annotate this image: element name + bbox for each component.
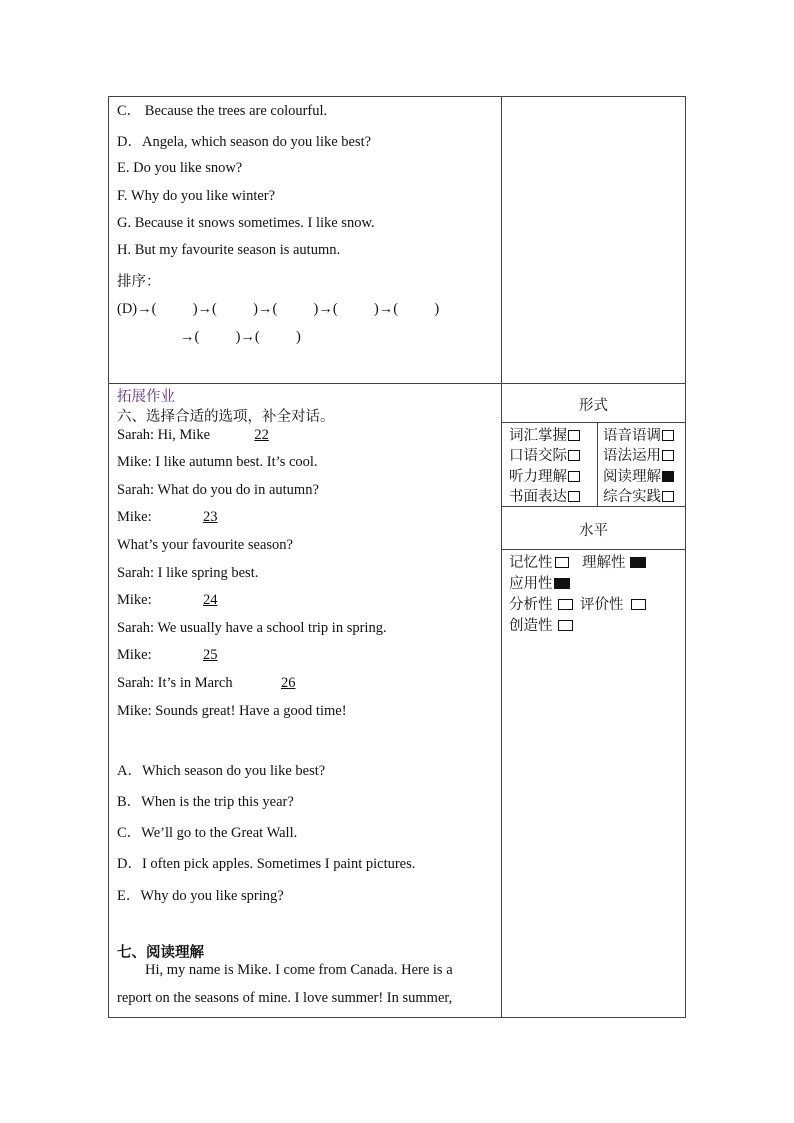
choice-c: C．We’ll go to the Great Wall. [117,825,298,841]
dialogue-line: What’s your favourite season? [117,537,293,553]
answer-blank-22[interactable]: 22 [254,427,269,443]
form-item-label: 语音语调 [603,428,661,444]
column-divider [501,96,502,1018]
form-item-label: 阅读理解 [603,469,661,485]
dialogue-text: Mike: [117,592,156,608]
form-item [603,465,674,486]
option-g-line: G. Because it snows sometimes. I like snow. [117,215,375,231]
checkbox-vocabulary[interactable] [568,430,580,441]
option-h-line: H. But my favourite season is autumn. [117,242,341,258]
form-grid-divider [597,422,598,506]
exercise-six-title: 六、选择合适的选项，补全对话。 [117,409,335,425]
level-item-label: 应用性 [509,576,553,592]
level-item-label: 理解性 [582,555,626,571]
checkbox-practice[interactable] [662,491,674,502]
checkbox-reading[interactable] [662,471,674,482]
level-item [509,551,569,572]
level-item [509,614,573,635]
form-item [509,424,580,445]
form-item [603,485,674,506]
checkbox-listening[interactable] [568,471,580,482]
dialogue-line [117,427,310,444]
option-f-line: F. Why do you like winter? [117,188,276,204]
dialogue-line [117,675,336,692]
form-item [509,465,580,486]
form-header-divider [501,422,686,423]
form-panel-bottom [501,506,686,507]
dialogue-line: Mike: I like autumn best. It’s cool. [117,454,318,470]
checkbox-memory[interactable] [555,557,569,568]
checkbox-evaluation[interactable] [631,599,646,610]
form-item-label: 书面表达 [509,489,567,505]
form-item-label: 听力理解 [509,469,567,485]
dialogue-text: Mike: [117,509,156,525]
answer-blank-25[interactable]: 25 [203,647,218,663]
answer-blank-23[interactable]: 23 [203,509,218,525]
form-item-label: 词汇掌握 [509,428,567,444]
dialogue-text: Mike: [117,647,156,663]
level-item [509,572,570,593]
form-item [509,444,580,465]
choice-d: D．I often pick apples. Sometimes I paint pictures. [117,856,416,872]
row-divider [108,383,686,384]
form-item [509,485,580,506]
level-item-label: 创造性 [509,618,553,634]
dialogue-line [117,509,258,526]
extension-label: 拓展作业 [117,389,175,405]
answer-blank-24[interactable]: 24 [203,592,218,608]
option-c-line: C． Because the trees are colourful. [117,103,328,119]
checkbox-application[interactable] [554,578,570,589]
level-item [580,593,646,614]
order-sequence-row1: (D)→( )→( )→( )→( )→( ) [117,301,440,317]
order-sequence-row2: →( )→( ) [180,329,301,345]
answer-blank-26[interactable]: 26 [280,675,296,691]
dialogue-line [117,647,258,664]
exercise-seven-title: 七、阅读理解 [117,945,204,961]
form-item-label: 语法运用 [603,448,661,464]
checkbox-writing[interactable] [568,491,580,502]
order-label: 排序： [117,274,161,290]
dialogue-line: Sarah: What do you do in autumn? [117,482,319,498]
checkbox-analysis[interactable] [558,599,573,610]
dialogue-line: Mike: Sounds great! Have a good time! [117,703,347,719]
reading-passage-line1: Hi, my name is Mike. I come from Canada. Here is a [145,962,453,978]
checkbox-creativity[interactable] [558,620,573,631]
level-item-label: 评价性 [580,597,624,613]
dialogue-text: Sarah: Hi, Mike [117,427,214,443]
level-header-divider [501,549,686,550]
level-item [509,593,573,614]
level-header: 水平 [579,523,608,539]
choice-e: E．Why do you like spring? [117,888,284,904]
level-item [582,551,646,572]
option-d-line: D．Angela, which season do you like best? [117,134,372,150]
form-item [603,444,674,465]
dialogue-line: Sarah: We usually have a school trip in spring. [117,620,387,636]
form-header: 形式 [579,398,608,414]
option-e-line: E. Do you like snow? [117,160,243,176]
form-item-label: 综合实践 [603,489,661,505]
dialogue-line [117,592,258,609]
choice-b: B．When is the trip this year? [117,794,294,810]
form-item-label: 口语交际 [509,448,567,464]
reading-passage-line2: report on the seasons of mine. I love summer! In summer, [117,990,453,1006]
level-item-label: 记忆性 [509,555,553,571]
dialogue-text: Sarah: It’s in March [117,675,237,691]
form-item [603,424,674,445]
choice-a: A．Which season do you like best? [117,763,326,779]
level-item-label: 分析性 [509,597,553,613]
dialogue-line: Sarah: I like spring best. [117,565,259,581]
checkbox-grammar[interactable] [662,450,674,461]
checkbox-understanding[interactable] [630,557,646,568]
checkbox-oral[interactable] [568,450,580,461]
checkbox-pronunciation[interactable] [662,430,674,441]
